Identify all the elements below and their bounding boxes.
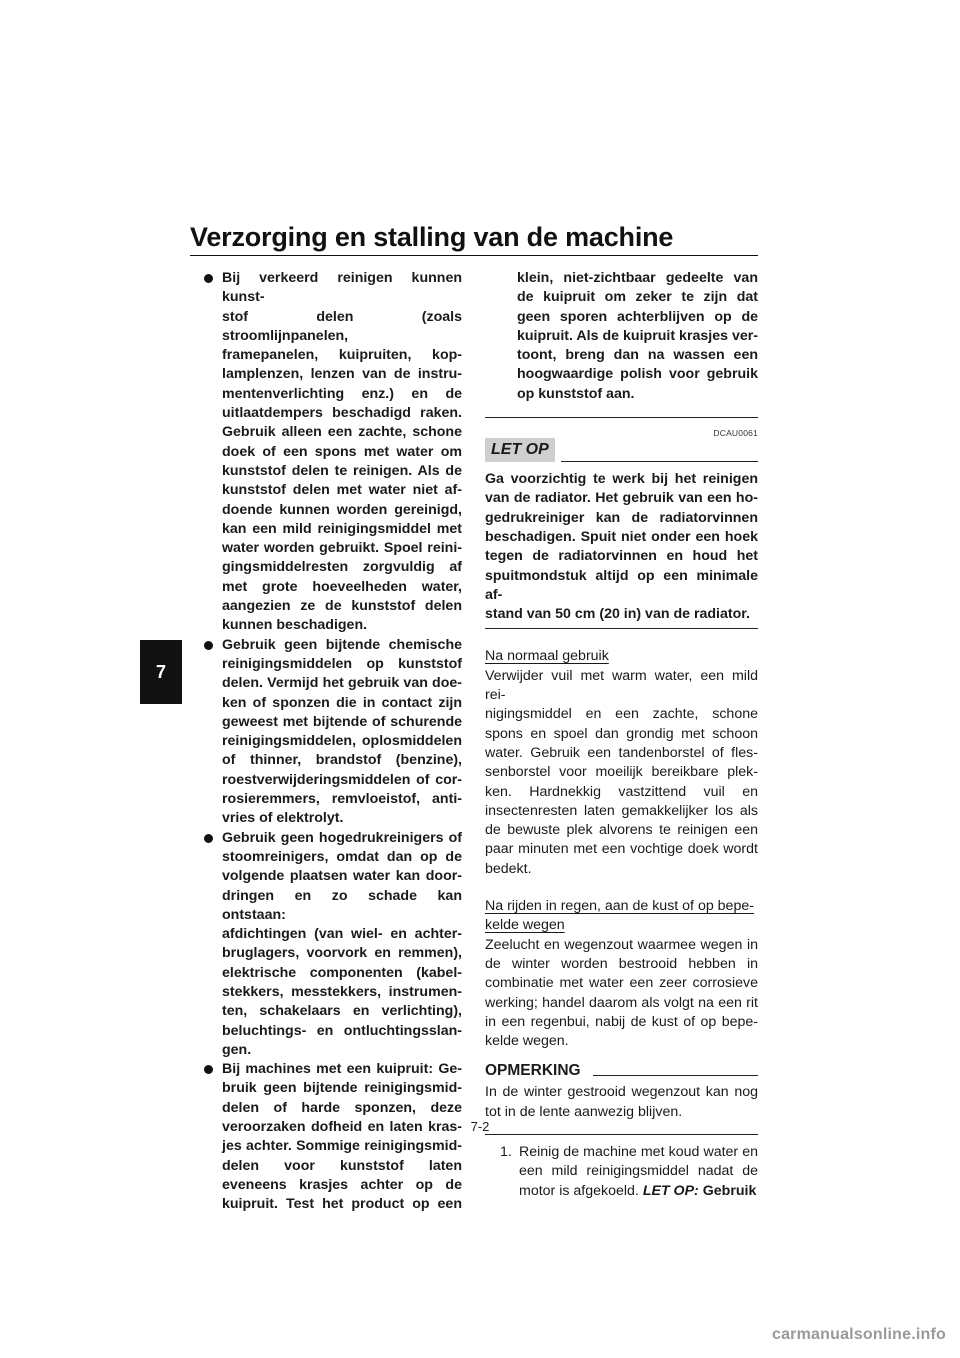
section-heading-normal-use: Na normaal gebruik [485,648,609,665]
page-title: Verzorging en stalling van de machine [190,222,674,252]
bullet-line: jes achter. Sommige reinigingsmid- [222,1138,462,1155]
bullet-line: ten, schakelaars en verlichting), [222,1003,462,1020]
bullet-line: kunststof delen te reinigen. Als de [222,462,462,479]
bullet-text [222,1060,462,1214]
para-line: tot in de lente aanwezig blijven. [485,1103,683,1120]
step-last-line [519,1182,758,1201]
notice-line: tegen de radiatorvinnen en houd het [485,548,758,565]
heading-line: Na rijden in regen, aan de kust of op bepe- [485,898,754,915]
bullet-line: klein, niet-zichtbaar gedeelte van [517,270,758,286]
notice-code: DCAU0061 [713,428,758,439]
para-line: in een regenbui, nabij de kust of op bepe- [485,1013,758,1030]
notice-header [485,424,758,458]
bullet-line: ken of sponzen die in contact zijn [222,694,462,711]
bullet-line: Bij machines met een kuipruit: Ge- [222,1061,462,1078]
bullet-line: stekkers, messtekkers, instrumen- [222,983,462,1000]
page-number: 7-2 [470,1119,490,1134]
bullet-item [204,269,462,636]
bullet-item [204,1060,462,1214]
bullet-line: roestverwijderingsmiddelen of cor- [222,771,462,788]
bullet-line: framepanelen, kuipruiten, kop- [222,347,462,364]
left-column [204,269,462,1215]
step-number: 1. [500,1143,512,1160]
para-line: insectenresten laten gemakkelijker los als [485,802,758,819]
bullet-line: de kuipruit om zeker te zijn dat [517,289,758,306]
bullet-line: op kunststof aan. [517,385,635,402]
step-text [519,1143,758,1182]
watermark: carmanualsonline.info [771,1326,946,1343]
bullet-dot-icon [204,834,213,843]
para-line: werking; handel daarom als volgt na een rit [485,994,758,1011]
bullet-line: Gebruik geen hogedrukreinigers of [222,829,462,846]
opmerking-rule [593,1075,758,1076]
step-line: Reinig de machine met koud water en [519,1143,758,1160]
bullet-text [222,829,462,1061]
para-line: water. Gebruik een tandenborstel of fles- [485,744,758,761]
bullet-line: Bij verkeerd reinigen kunnen kunst- [222,270,462,306]
right-column [485,269,758,1201]
bullet-line: kunststof delen met water niet af- [222,482,462,499]
heading-line: kelde wegen [485,917,565,934]
bullet-dot-icon [204,641,213,650]
step-letop-label: LET OP: [642,1182,699,1199]
opmerking-text [485,1083,758,1122]
bullet-line: doek of een spons met water om [222,443,462,460]
step-1 [485,1143,758,1201]
bullet-line: kuipruit. Test het product op een [222,1196,462,1213]
para-line: Verwijder vuil met warm water, een mild rei- [485,667,758,704]
bullet-line: delen of harde sponzen, deze [222,1099,462,1116]
notice-line: van de radiator. Het gebruik van een ho- [485,490,758,507]
bullet-line: reinigingsmiddelen op kunststof [222,655,462,672]
para-line: bedekt. [485,860,532,877]
bullet-line: water worden gebruikt. Spoel reini- [222,540,462,557]
bullet-line: doende kunnen worden gereinigd, [222,501,462,518]
letop-badge: LET OP [485,438,555,462]
section-text-rain-coast [485,936,758,1052]
notice-text [485,470,758,624]
bullet-line: gingsmiddelresten zorgvuldig af [222,559,462,576]
opmerking-bottom-rule [485,1134,758,1135]
para-line: Zeelucht en wegenzout waarmee wegen in [485,936,758,953]
bullet-line: mentenverlichting enz.) en de [222,385,462,402]
bullet-line: uitlaatdempers beschadigd raken. [222,405,462,422]
para-line: paar minuten met een vochtige doek wordt [485,841,758,858]
bullet-dot-icon [204,274,213,283]
bullet-line: of thinner, brandstof (benzine), [222,752,462,769]
bullet-line: volgende plaatsen water kan door- [222,868,462,885]
title-rule [190,255,758,256]
bullet-line: vries of elektrolyt. [222,810,344,827]
bullet-line: eveneens krasjes achter op de [222,1176,462,1193]
notice-line: gedrukreiniger kan de radiatorvinnen [485,509,758,526]
step-line: een mild reinigingsmiddel nadat de [519,1163,758,1180]
letop-rule [561,461,758,462]
notice-line: stand van 50 cm (20 in) van de radiator. [485,606,750,623]
bullet-line: beluchtings- en ontluchtingsslan- [222,1022,462,1039]
notice-bottom-rule [485,628,758,629]
opmerking-header [485,1061,758,1083]
bullet-line: veroorzaken dofheid en laten kras- [222,1119,462,1136]
bullet-line: met grote hoeveelheden water, [222,578,462,595]
opmerking-label: OPMERKING [485,1062,581,1080]
bullet-line: hoogwaardige polish voor gebruik [517,366,758,383]
bullet-line: kunnen beschadigen. [222,617,368,634]
para-line: de winter worden bestrooid hebben in [485,955,758,972]
section-text-normal-use [485,667,758,879]
bullet-line: lamplenzen, lenzen van de instru- [222,366,462,383]
chapter-tab: 7 [140,640,182,704]
bullet-text [222,269,462,636]
bullet-line: bruglagers, voorvork en remmen), [222,945,462,962]
bullet-item [204,636,462,829]
notice-box [485,417,758,629]
step-last-plain: motor is afgekoeld. [519,1182,643,1199]
bullet-line: reinigingsmiddelen, oplosmiddelen [222,733,462,750]
bullet-line: toont, breng dan na wassen een [517,347,758,364]
bullet-line: stof delen (zoals stroomlijnpanelen, [222,308,462,344]
section-heading-rain-coast [485,897,758,936]
notice-line: spuitmondstuk altijd op een minimale af- [485,567,758,603]
para-line: In de winter gestrooid wegenzout kan nog [485,1084,758,1101]
para-line: combinatie met water een zeer corrosieve [485,975,758,992]
bullet-line: Gebruik geen bijtende chemische [222,636,462,653]
bullet-line: geweest met bijtende of schurende [222,713,462,730]
bullet-line: elektrische componenten (kabel- [222,964,462,981]
notice-line: Ga voorzichtig te werk bij het reinigen [485,471,758,488]
para-line: spons en spoel dan grondig met schoon [485,725,758,742]
bullet-line: kuipruit. Als de kuipruit krasjes ver- [517,327,758,344]
bullet-line: rosieremmers, remvloeistof, anti- [222,791,462,808]
para-line: de bewuste plek alvorens te reinigen een [485,822,758,839]
bullet-line: stoomreinigers, omdat dan op de [222,848,462,865]
bullet-line: geen sporen achterblijven op de [517,308,758,325]
bullet-line: delen. Vermijd het gebruik van doe- [222,675,462,692]
notice-top-rule [485,417,758,418]
bullet-line: aangezien ze de kunststof delen [222,598,462,615]
para-line: nigingsmiddel en een zachte, schone [485,706,758,723]
bullet-line: kan een mild reinigingsmiddel met [222,520,462,537]
bullet-item [204,829,462,1061]
bullet-line: Gebruik alleen een zachte, schone [222,424,462,441]
para-line: ken. Hardnekkig vastzittend vuil en [485,783,758,800]
bullet-dot-icon [204,1065,213,1074]
bullet-line: delen voor kunststof laten [222,1157,462,1174]
bullet-line: dringen en zo schade kan ontstaan: [222,887,462,923]
bullet-continuation [485,269,758,404]
bullet-text [222,636,462,829]
bullet-line: bruik geen bijtende reinigingsmid- [222,1080,462,1097]
step-last-bold: Gebruik [698,1182,757,1199]
para-line: kelde wegen. [485,1033,569,1050]
bullet-line: afdichtingen (van wiel- en achter- [222,926,462,943]
para-line: senborstel voor moeilijk bereikbare plek- [485,764,758,781]
bullet-line: gen. [222,1041,252,1058]
notice-line: beschadigen. Spuit niet onder een hoek [485,528,758,545]
